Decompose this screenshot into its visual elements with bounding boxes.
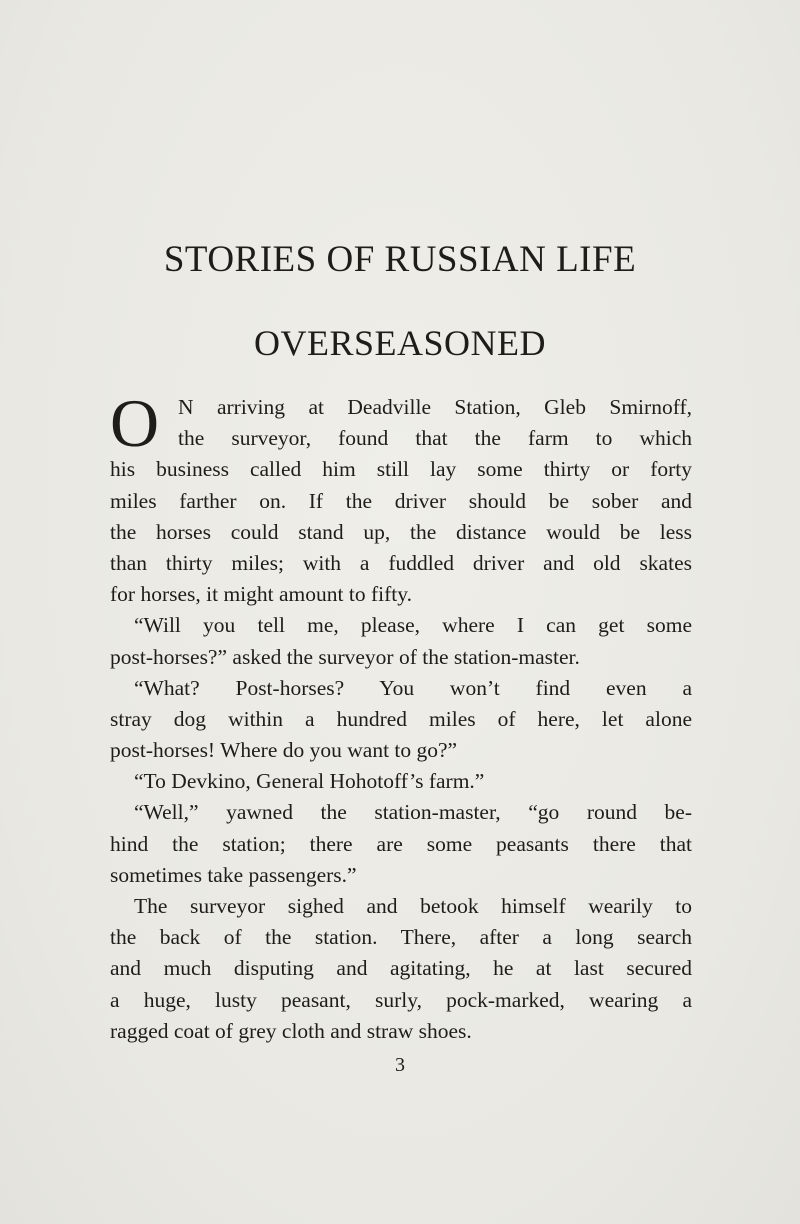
- text-line: post-horses?” asked the surveyor of the station-master.: [110, 644, 580, 669]
- text-line: than thirty miles; with a fuddled driver and old skates: [110, 550, 692, 575]
- text-line: a huge, lusty peasant, surly, pock-marked, wearing a: [110, 987, 692, 1012]
- text-line: for horses, it might amount to fifty.: [110, 582, 412, 607]
- text-line: the back of the station. There, after a long search: [110, 925, 692, 950]
- text-line: the horses could stand up, the distance would be less: [110, 519, 692, 544]
- text-line: “To Devkino, General Hohotoff’s farm.”: [134, 769, 485, 794]
- drop-cap-letter: O: [110, 385, 160, 461]
- text-line: N arriving at Deadville Station, Gleb Smirnoff,: [178, 395, 692, 419]
- text-line: sometimes take passengers.”: [110, 862, 357, 887]
- page-number: 3: [395, 1054, 405, 1076]
- text-line: and much disputing and agitating, he at last secured: [110, 956, 692, 981]
- text-line: ragged coat of grey cloth and straw shoes.: [110, 1018, 472, 1043]
- opening-paragraph: [110, 385, 692, 610]
- text-line: hind the station; there are some peasants there that: [110, 831, 692, 856]
- text-line: miles farther on. If the driver should be sober and: [110, 488, 692, 513]
- text-line: his business called him still lay some thirty or forty: [110, 457, 692, 482]
- text-line: post-horses! Where do you want to go?”: [110, 738, 458, 763]
- text-line: The surveyor sighed and betook himself wearily to: [134, 894, 692, 918]
- text-line: stray dog within a hundred miles of here, let alone: [110, 706, 692, 731]
- book-title: STORIES OF RUSSIAN LIFE: [163, 239, 637, 280]
- text-line: “Will you tell me, please, where I can get some: [134, 613, 692, 638]
- chapter-title: OVERSEASONED: [253, 323, 546, 363]
- story-text: [110, 385, 692, 1047]
- text-line: “Well,” yawned the station-master, “go round be-: [134, 800, 692, 825]
- text-line: “What? Post-horses? You won’t find even a: [134, 675, 692, 700]
- text-line: the surveyor, found that the farm to which: [178, 426, 692, 451]
